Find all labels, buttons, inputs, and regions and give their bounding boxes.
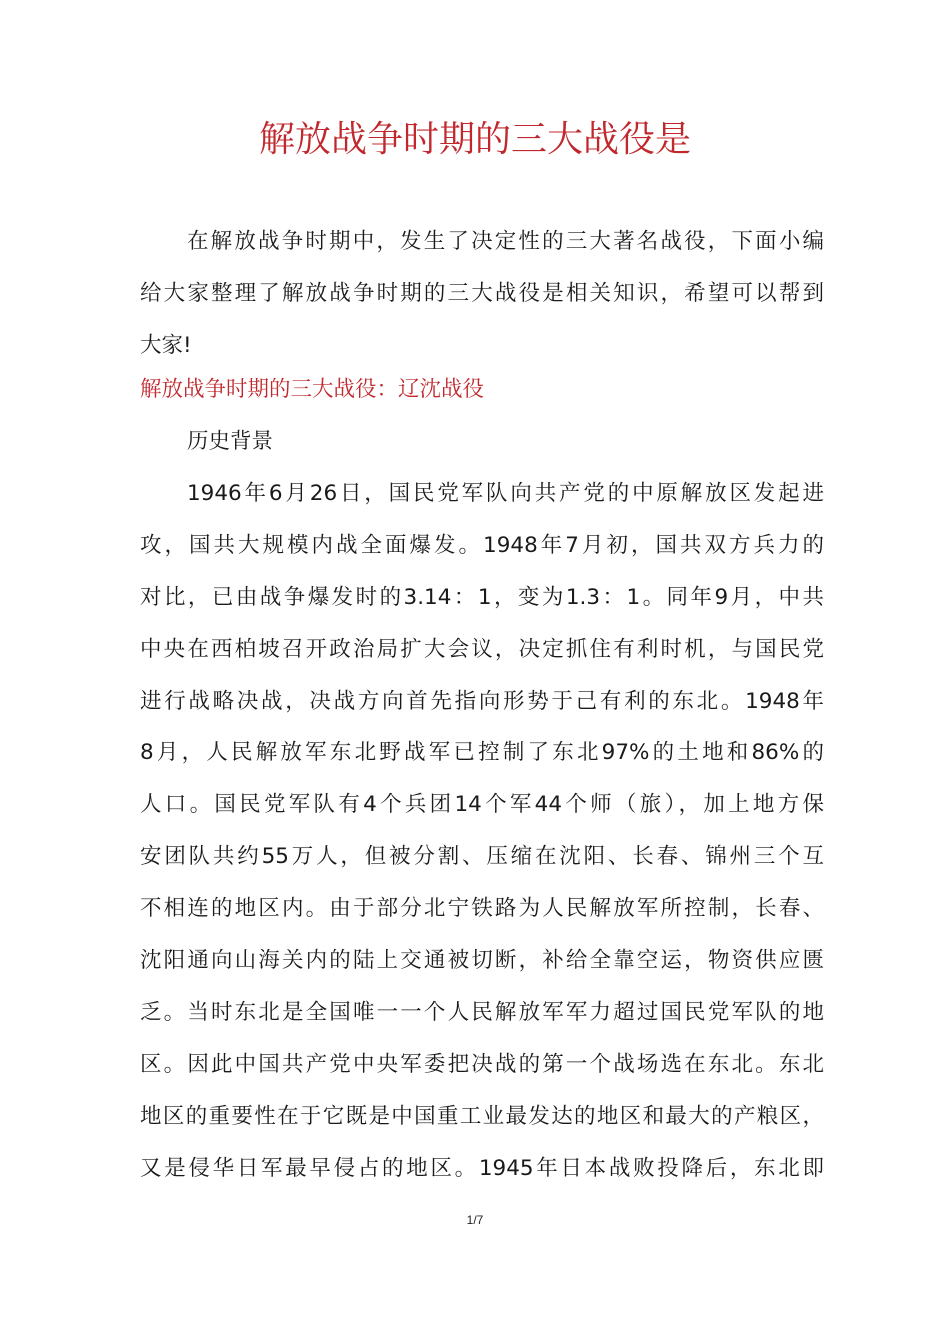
intro-line: 大家! [140, 332, 192, 358]
page-number: 1/7 [466, 1213, 484, 1227]
paragraph-line: 不相连的地区内。由于部分北宁铁路为人民解放军所控制，长春、 [140, 896, 824, 922]
paragraph-line: 沈阳通向山海关内的陆上交通被切断，补给全靠空运，物资供应匮 [140, 948, 824, 974]
paragraph-line: 攻，国共大规模内战全面爆发。1948年7月初，国共双方兵力的 [140, 532, 824, 558]
paragraph-line: 安团队共约55万人，但被分割、压缩在沈阳、长春、锦州三个互 [140, 844, 824, 870]
paragraph-line: 对比，已由战争爆发时的3.14：1，变为1.3：1。同年9月，中共 [140, 584, 824, 610]
paragraph-line: 乏。当时东北是全国唯一一个人民解放军军力超过国民党军队的地 [140, 999, 824, 1025]
intro-line: 在解放战争时期中，发生了决定性的三大著名战役，下面小编 [187, 229, 824, 254]
paragraph-line: 1946年6月26日，国民党军队向共产党的中原解放区发起进 [187, 481, 824, 506]
paragraph-line: 人口。国民党军队有4个兵团14个军44个师（旅），加上地方保 [140, 792, 824, 818]
page-title: 解放战争时期的三大战役是 [258, 119, 691, 160]
paragraph-line: 进行战略决战，决战方向首先指向形势于己有利的东北。1948年 [140, 688, 824, 714]
paragraph-line: 中央在西柏坡召开政治局扩大会议，决定抓住有利时机，与国民党 [140, 636, 824, 662]
paragraph-line: 8月，人民解放军东北野战军已控制了东北97%的土地和86%的 [140, 740, 824, 766]
paragraph-line: 区。因此中国共产党中央军委把决战的第一个战场选在东北。东北 [140, 1051, 824, 1077]
intro-line: 给大家整理了解放战争时期的三大战役是相关知识，希望可以帮到 [140, 280, 824, 306]
section-heading: 解放战争时期的三大战役：辽沈战役 [140, 377, 485, 402]
paragraph-line: 地区的重要性在于它既是中国重工业最发达的地区和最大的产粮区， [140, 1103, 824, 1129]
paragraph-line: 又是侵华日军最早侵占的地区。1945年日本战败投降后，东北即 [140, 1155, 824, 1181]
body-paragraph [140, 468, 824, 1194]
intro-paragraph [140, 216, 824, 372]
subsection-label: 历史背景 [187, 429, 274, 454]
